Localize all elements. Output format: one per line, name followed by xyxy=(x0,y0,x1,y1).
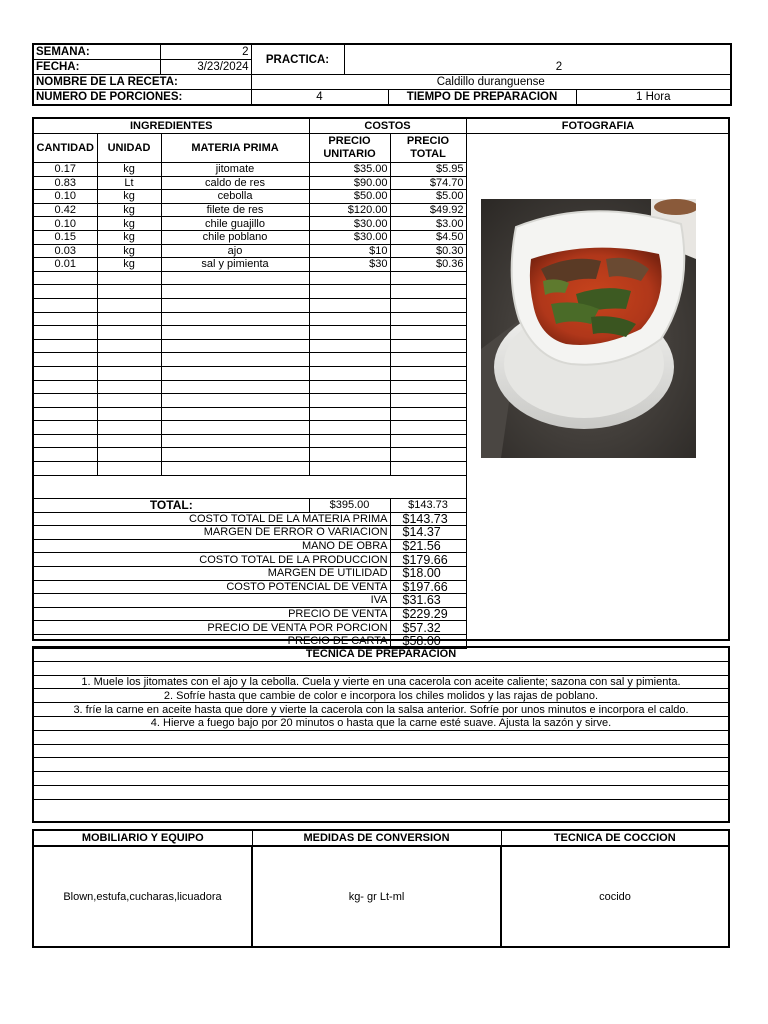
costs-title: COSTOS xyxy=(309,119,466,134)
col-precio-unitario: PRECIO UNITARIO xyxy=(309,134,390,163)
empty-cell xyxy=(161,380,309,394)
empty-cell xyxy=(161,298,309,312)
ingredient-cantidad: 0.01 xyxy=(34,258,97,272)
technique-section xyxy=(32,646,730,823)
ingredient-empty-row xyxy=(34,434,466,448)
blank-cell xyxy=(34,785,728,799)
cost-line xyxy=(34,580,466,594)
mobiliario-title: MOBILIARIO Y EQUIPO xyxy=(34,831,252,846)
fecha-label: FECHA: xyxy=(33,60,160,75)
ingredient-empty-row xyxy=(34,421,466,435)
ingredient-cantidad: 0.17 xyxy=(34,163,97,177)
empty-cell xyxy=(161,434,309,448)
ingredient-empty-row xyxy=(34,339,466,353)
empty-cell xyxy=(390,434,466,448)
cost-line-label: COSTO POTENCIAL DE VENTA xyxy=(34,580,390,594)
ingredient-row xyxy=(34,230,466,244)
empty-cell xyxy=(34,326,97,340)
ingredient-empty-row xyxy=(34,407,466,421)
ingredient-empty-row xyxy=(34,380,466,394)
total-value: $143.73 xyxy=(390,499,466,513)
cost-line-label: PRECIO DE VENTA xyxy=(34,607,390,621)
col-cantidad: CANTIDAD xyxy=(34,134,97,163)
technique-step: 3. fríe la carne en aceite hasta que dore y vierte la cacerola con la salsa anterior. Sofríe por unos minutos e incorpora el caldo. xyxy=(34,703,728,717)
ingredient-row xyxy=(34,176,466,190)
semana-value: 2 xyxy=(160,44,251,60)
ingredients-table xyxy=(34,119,467,476)
ingredient-materia-prima: jitomate xyxy=(161,163,309,177)
cost-line xyxy=(34,594,466,608)
empty-cell xyxy=(97,298,161,312)
ingredient-materia-prima: filete de res xyxy=(161,203,309,217)
ingredient-cantidad: 0.03 xyxy=(34,244,97,258)
empty-cell xyxy=(309,434,390,448)
empty-cell xyxy=(97,448,161,462)
ingredient-empty-row xyxy=(34,271,466,285)
ingredient-unidad: Lt xyxy=(97,176,161,190)
ingredient-materia-prima: chile guajillo xyxy=(161,217,309,231)
technique-blank-row xyxy=(34,785,728,799)
empty-cell xyxy=(309,353,390,367)
medidas-title: MEDIDAS DE CONVERSION xyxy=(252,831,501,846)
ingredient-precio-unitario: $30.00 xyxy=(309,217,390,231)
ingredient-cantidad: 0.83 xyxy=(34,176,97,190)
empty-cell xyxy=(34,448,97,462)
practica-label: PRACTICA: xyxy=(251,44,344,75)
ingredient-unidad: kg xyxy=(97,230,161,244)
ingredient-cantidad: 0.15 xyxy=(34,230,97,244)
cost-line-value: $14.37 xyxy=(390,526,466,540)
cost-line-value: $21.56 xyxy=(390,539,466,553)
ingredient-row xyxy=(34,217,466,231)
dish-photo xyxy=(481,199,696,458)
cost-summary-table xyxy=(34,498,467,649)
empty-cell xyxy=(390,298,466,312)
ingredient-row xyxy=(34,163,466,177)
empty-cell xyxy=(390,271,466,285)
ingredient-empty-row xyxy=(34,312,466,326)
empty-cell xyxy=(97,462,161,476)
cost-line-value: $18.00 xyxy=(390,566,466,580)
empty-cell xyxy=(34,434,97,448)
mobiliario-value: Blown,estufa,cucharas,licuadora xyxy=(34,846,252,946)
empty-cell xyxy=(34,366,97,380)
cost-lines xyxy=(34,512,466,648)
ingredient-materia-prima: ajo xyxy=(161,244,309,258)
fecha-value: 3/23/2024 xyxy=(160,60,251,75)
ingredient-precio-total: $3.00 xyxy=(390,217,466,231)
ingredient-empty-row xyxy=(34,394,466,408)
blank-cell xyxy=(34,758,728,772)
ingredients-title: INGREDIENTES xyxy=(34,119,309,134)
technique-body xyxy=(34,661,728,812)
empty-cell xyxy=(390,448,466,462)
total-unit-value: $395.00 xyxy=(309,499,390,513)
empty-cell xyxy=(309,285,390,299)
technique-step: 1. Muele los jitomates con el ajo y la cebolla. Cuela y vierte en una cacerola con aceite caliente; sazona con sal y pimienta. xyxy=(34,675,728,689)
ingredient-unidad: kg xyxy=(97,244,161,258)
ingredient-precio-unitario: $30 xyxy=(309,258,390,272)
empty-cell xyxy=(97,434,161,448)
technique-blank-row xyxy=(34,730,728,744)
empty-cell xyxy=(97,312,161,326)
ingredient-precio-total: $0.36 xyxy=(390,258,466,272)
empty-cell xyxy=(161,326,309,340)
col-materia-prima: MATERIA PRIMA xyxy=(161,134,309,163)
empty-cell xyxy=(390,285,466,299)
ingredient-precio-total: $5.00 xyxy=(390,190,466,204)
empty-cell xyxy=(34,407,97,421)
ingredient-unidad: kg xyxy=(97,163,161,177)
empty-cell xyxy=(309,312,390,326)
empty-cell xyxy=(309,448,390,462)
cost-line xyxy=(34,539,466,553)
empty-cell xyxy=(309,462,390,476)
col-precio-total: PRECIO TOTAL xyxy=(390,134,466,163)
cost-line xyxy=(34,526,466,540)
empty-cell xyxy=(309,326,390,340)
photo-title: FOTOGRAFIA xyxy=(466,119,729,134)
technique-step-row xyxy=(34,716,728,730)
empty-cell xyxy=(97,380,161,394)
ingredients-body xyxy=(34,163,466,476)
empty-cell xyxy=(34,394,97,408)
cost-line xyxy=(34,566,466,580)
ingredient-unidad: kg xyxy=(97,258,161,272)
empty-cell xyxy=(309,407,390,421)
empty-cell xyxy=(34,353,97,367)
cost-line-value: $31.63 xyxy=(390,594,466,608)
coccion-title: TECNICA DE COCCION xyxy=(501,831,728,846)
ingredient-precio-unitario: $90.00 xyxy=(309,176,390,190)
ingredient-cantidad: 0.10 xyxy=(34,190,97,204)
semana-label: SEMANA: xyxy=(33,44,160,60)
ingredient-unidad: kg xyxy=(97,217,161,231)
empty-cell xyxy=(34,339,97,353)
blank-cell xyxy=(34,730,728,744)
ingredient-precio-unitario: $30.00 xyxy=(309,230,390,244)
ingredient-empty-row xyxy=(34,298,466,312)
empty-cell xyxy=(34,312,97,326)
cost-line-label: PRECIO DE VENTA POR PORCION xyxy=(34,621,390,635)
empty-cell xyxy=(161,366,309,380)
equipment-table xyxy=(34,831,728,946)
cost-line xyxy=(34,512,466,526)
ingredient-empty-row xyxy=(34,462,466,476)
cost-line-label: PRECIO DE CARTA xyxy=(34,634,390,648)
empty-cell xyxy=(34,462,97,476)
technique-blank-row xyxy=(34,772,728,786)
empty-cell xyxy=(97,366,161,380)
ingredient-materia-prima: caldo de res xyxy=(161,176,309,190)
cost-line-value: $58.00 xyxy=(390,634,466,648)
empty-cell xyxy=(161,353,309,367)
empty-cell xyxy=(309,394,390,408)
ingredient-precio-unitario: $120.00 xyxy=(309,203,390,217)
empty-cell xyxy=(34,271,97,285)
cost-line-value: $143.73 xyxy=(390,512,466,526)
blank-cell xyxy=(34,744,728,758)
cost-line-value: $229.29 xyxy=(390,607,466,621)
cost-line-label: MARGEN DE ERROR O VARIACION xyxy=(34,526,390,540)
tiempo-label: TIEMPO DE PREPARACION xyxy=(388,90,576,106)
ingredient-precio-unitario: $35.00 xyxy=(309,163,390,177)
empty-cell xyxy=(390,394,466,408)
ingredient-empty-row xyxy=(34,366,466,380)
receta-label: NOMBRE DE LA RECETA: xyxy=(33,75,251,90)
cost-line-label: COSTO TOTAL DE LA PRODUCCION xyxy=(34,553,390,567)
empty-cell xyxy=(390,326,466,340)
empty-cell xyxy=(97,326,161,340)
porciones-value: 4 xyxy=(251,90,388,106)
ingredient-empty-row xyxy=(34,448,466,462)
ingredient-cantidad: 0.10 xyxy=(34,217,97,231)
empty-cell xyxy=(309,421,390,435)
empty-cell xyxy=(97,271,161,285)
medidas-value: kg- gr Lt-ml xyxy=(252,846,501,946)
empty-cell xyxy=(161,421,309,435)
empty-cell xyxy=(309,380,390,394)
empty-cell xyxy=(390,353,466,367)
ingredient-materia-prima: cebolla xyxy=(161,190,309,204)
empty-cell xyxy=(161,407,309,421)
cost-line-value: $57.32 xyxy=(390,621,466,635)
empty-cell xyxy=(34,285,97,299)
equipment-section xyxy=(32,829,730,948)
ingredient-precio-total: $4.50 xyxy=(390,230,466,244)
empty-cell xyxy=(161,271,309,285)
col-unidad: UNIDAD xyxy=(97,134,161,163)
cost-line xyxy=(34,553,466,567)
ingredient-precio-total: $5.95 xyxy=(390,163,466,177)
ingredient-row xyxy=(34,203,466,217)
empty-cell xyxy=(390,339,466,353)
ingredient-precio-total: $0.30 xyxy=(390,244,466,258)
empty-cell xyxy=(97,353,161,367)
cost-line-value: $197.66 xyxy=(390,580,466,594)
cost-line xyxy=(34,607,466,621)
technique-blank-row xyxy=(34,799,728,812)
receta-value: Caldillo duranguense xyxy=(251,75,731,90)
blank-cell xyxy=(34,772,728,786)
ingredient-empty-row xyxy=(34,353,466,367)
technique-blank-row xyxy=(34,758,728,772)
coccion-value: cocido xyxy=(501,846,728,946)
empty-cell xyxy=(97,394,161,408)
ingredient-unidad: kg xyxy=(97,190,161,204)
technique-step: 4. Hierve a fuego bajo por 20 minutos o hasta que la carne esté suave. Ajusta la sazón y sirve. xyxy=(34,716,728,730)
empty-cell xyxy=(390,366,466,380)
empty-cell xyxy=(34,380,97,394)
empty-cell xyxy=(309,298,390,312)
empty-cell xyxy=(34,298,97,312)
porciones-label: NUMERO DE PORCIONES: xyxy=(33,90,251,106)
ingredient-empty-row xyxy=(34,326,466,340)
empty-cell xyxy=(161,285,309,299)
empty-cell xyxy=(309,366,390,380)
ingredient-row xyxy=(34,244,466,258)
empty-cell xyxy=(97,407,161,421)
cost-line-label: COSTO TOTAL DE LA MATERIA PRIMA xyxy=(34,512,390,526)
ingredient-empty-row xyxy=(34,285,466,299)
ingredient-precio-total: $74.70 xyxy=(390,176,466,190)
technique-step: 2. Sofríe hasta que cambie de color e incorpora los chiles molidos y las rajas de poblano. xyxy=(34,689,728,703)
empty-cell xyxy=(390,407,466,421)
blank-cell xyxy=(34,799,728,812)
ingredient-materia-prima: chile poblano xyxy=(161,230,309,244)
empty-cell xyxy=(161,339,309,353)
empty-cell xyxy=(161,448,309,462)
empty-cell xyxy=(390,380,466,394)
tiempo-value: 1 Hora xyxy=(576,90,731,106)
technique-table xyxy=(34,648,728,813)
empty-cell xyxy=(34,421,97,435)
ingredient-materia-prima: sal y pimienta xyxy=(161,258,309,272)
empty-cell xyxy=(309,271,390,285)
technique-blank-row xyxy=(34,744,728,758)
total-label: TOTAL: xyxy=(34,499,309,513)
empty-cell xyxy=(161,312,309,326)
empty-cell xyxy=(161,394,309,408)
technique-step-row xyxy=(34,703,728,717)
empty-cell xyxy=(390,462,466,476)
empty-cell xyxy=(161,462,309,476)
recipe-header xyxy=(32,43,732,106)
ingredient-unidad: kg xyxy=(97,203,161,217)
cost-line-label: MARGEN DE UTILIDAD xyxy=(34,566,390,580)
cost-line xyxy=(34,621,466,635)
empty-cell xyxy=(97,421,161,435)
empty-cell xyxy=(390,312,466,326)
practica-value: 2 xyxy=(388,60,731,75)
ingredient-precio-total: $49.92 xyxy=(390,203,466,217)
ingredient-precio-unitario: $10 xyxy=(309,244,390,258)
ingredient-cantidad: 0.42 xyxy=(34,203,97,217)
ingredient-row xyxy=(34,190,466,204)
ingredient-row xyxy=(34,258,466,272)
technique-title: TECNICA DE PREPARACION xyxy=(34,648,728,661)
ingredient-precio-unitario: $50.00 xyxy=(309,190,390,204)
empty-cell xyxy=(390,421,466,435)
cost-line-label: MANO DE OBRA xyxy=(34,539,390,553)
technique-step-row xyxy=(34,675,728,689)
empty-cell xyxy=(97,285,161,299)
empty-cell xyxy=(97,339,161,353)
cost-line-value: $179.66 xyxy=(390,553,466,567)
empty-cell xyxy=(309,339,390,353)
technique-blank-row xyxy=(34,661,728,675)
technique-step-row xyxy=(34,689,728,703)
cost-line-label: IVA xyxy=(34,594,390,608)
blank-cell xyxy=(34,661,728,675)
